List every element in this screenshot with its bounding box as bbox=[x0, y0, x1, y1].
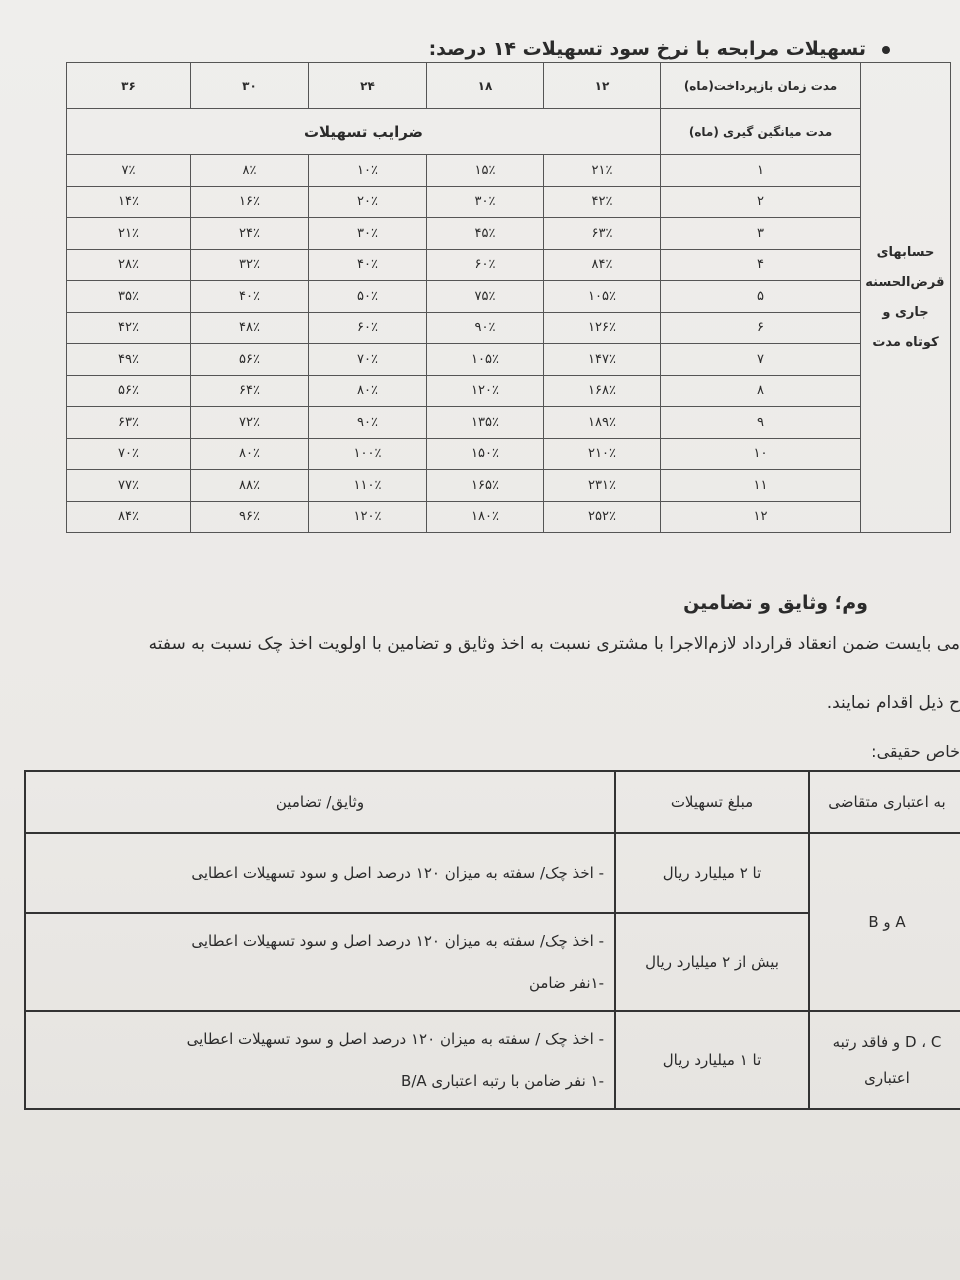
averaging-month-cell: ۲ bbox=[661, 186, 861, 218]
averaging-month-cell: ۱۱ bbox=[661, 470, 861, 502]
header-facility-amount: مبلغ تسهیلات bbox=[615, 771, 809, 833]
header-repayment-period: مدت زمان بازپرداخت(ماه) bbox=[661, 63, 861, 109]
coefficient-cell: ۶۰٪ bbox=[427, 249, 544, 281]
coefficient-cell: ۸۴٪ bbox=[544, 249, 661, 281]
coefficient-cell: ۲۳۱٪ bbox=[544, 470, 661, 502]
coefficient-cell: ۱۵۰٪ bbox=[427, 438, 544, 470]
coefficient-cell: ۴۵٪ bbox=[427, 218, 544, 250]
header-collateral: وثایق/ تضامین bbox=[25, 771, 615, 833]
coefficient-cell: ۲۵۲٪ bbox=[544, 501, 661, 533]
coefficient-cell: ۱۸۰٪ bbox=[427, 501, 544, 533]
coefficient-cell: ۹۶٪ bbox=[191, 501, 309, 533]
coefficient-cell: ۲۰٪ bbox=[309, 186, 427, 218]
coefficient-cell: ۶۰٪ bbox=[309, 312, 427, 344]
collateral-cell bbox=[25, 913, 615, 1011]
heading-text: تسهیلات مرابحه با نرخ سود تسهیلات ۱۴ درصد: bbox=[428, 38, 866, 60]
collateral-table bbox=[24, 770, 960, 1110]
table-row bbox=[67, 375, 951, 407]
coefficient-cell: ۴۲٪ bbox=[67, 312, 191, 344]
header-month: ۱۲ bbox=[544, 63, 661, 109]
header-credit-grade: به اعتباری متقاضی bbox=[809, 771, 960, 833]
header-month: ۳۶ bbox=[67, 63, 191, 109]
coefficient-cell: ۹۰٪ bbox=[309, 407, 427, 439]
coefficient-cell: ۸٪ bbox=[191, 155, 309, 187]
section-heading bbox=[270, 38, 890, 60]
averaging-month-cell: ۸ bbox=[661, 375, 861, 407]
coefficient-cell: ۷۲٪ bbox=[191, 407, 309, 439]
credit-grade-a-b: A و B bbox=[809, 833, 960, 1011]
averaging-month-cell: ۹ bbox=[661, 407, 861, 439]
coefficient-cell: ۸۰٪ bbox=[191, 438, 309, 470]
coefficient-cell: ۲۱٪ bbox=[544, 155, 661, 187]
coefficient-cell: ۵۰٪ bbox=[309, 281, 427, 313]
coefficient-cell: ۱۰٪ bbox=[309, 155, 427, 187]
averaging-month-cell: ۱۲ bbox=[661, 501, 861, 533]
coefficient-cell: ۳۰٪ bbox=[427, 186, 544, 218]
coefficient-cell: ۲۱۰٪ bbox=[544, 438, 661, 470]
coefficient-cell: ۳۵٪ bbox=[67, 281, 191, 313]
averaging-month-cell: ۴ bbox=[661, 249, 861, 281]
facility-amount: تا ۱ میلیارد ریال bbox=[615, 1011, 809, 1109]
coefficient-cell: ۱۲۰٪ bbox=[427, 375, 544, 407]
section-title: وم؛ وثایق و تضامین bbox=[683, 592, 868, 614]
coefficient-cell: ۱۶۵٪ bbox=[427, 470, 544, 502]
paragraph: می بایست ضمن انعقاد قرارداد لازم‌الاجرا با مشتری نسبت به اخذ وثایق و تضامین با اولویت اخذ چک نسبت به سفته bbox=[148, 634, 960, 654]
bullet-icon bbox=[882, 46, 890, 54]
coefficient-cell: ۴۰٪ bbox=[309, 249, 427, 281]
header-month: ۲۴ bbox=[309, 63, 427, 109]
collateral-line: -۱نفر ضامن bbox=[528, 974, 604, 992]
coefficient-cell: ۱۴٪ bbox=[67, 186, 191, 218]
table-row bbox=[67, 281, 951, 313]
coefficient-cell: ۷۰٪ bbox=[309, 344, 427, 376]
table-row bbox=[67, 218, 951, 250]
averaging-month-cell: ۷ bbox=[661, 344, 861, 376]
table-row bbox=[67, 155, 951, 187]
averaging-month-cell: ۳ bbox=[661, 218, 861, 250]
coefficient-cell: ۴۹٪ bbox=[67, 344, 191, 376]
coefficient-cell: ۵۶٪ bbox=[67, 375, 191, 407]
coefficient-cell: ۹۰٪ bbox=[427, 312, 544, 344]
facility-amount: بیش از ۲ میلیارد ریال bbox=[615, 913, 809, 1011]
coefficient-cell: ۱۳۵٪ bbox=[427, 407, 544, 439]
coefficient-cell: ۸۴٪ bbox=[67, 501, 191, 533]
collateral-line: - اخذ چک / سفته به میزان ۱۲۰ درصد اصل و سود تسهیلات اعطایی bbox=[186, 1030, 604, 1048]
row-group-label: حسابهای قرض‌الحسنه جاری و کوتاه مدت bbox=[861, 63, 951, 533]
header-averaging-period: مدت میانگین گیری (ماه) bbox=[661, 109, 861, 155]
coefficient-cell: ۵۶٪ bbox=[191, 344, 309, 376]
coefficient-cell: ۷۵٪ bbox=[427, 281, 544, 313]
averaging-month-cell: ۶ bbox=[661, 312, 861, 344]
averaging-month-cell: ۵ bbox=[661, 281, 861, 313]
table-row bbox=[67, 438, 951, 470]
coefficient-cell: ۲۱٪ bbox=[67, 218, 191, 250]
coefficient-cell: ۱۲۶٪ bbox=[544, 312, 661, 344]
grade-line: D ، C و فاقد رتبه bbox=[832, 1033, 942, 1051]
coefficient-cell: ۸۰٪ bbox=[309, 375, 427, 407]
credit-grade-c-d bbox=[809, 1011, 960, 1109]
coefficient-cell: ۱۲۰٪ bbox=[309, 501, 427, 533]
coefficient-cell: ۸۸٪ bbox=[191, 470, 309, 502]
collateral-cell bbox=[25, 833, 615, 913]
coefficient-cell: ۶۳٪ bbox=[67, 407, 191, 439]
table-row bbox=[67, 407, 951, 439]
coefficient-cell: ۲۴٪ bbox=[191, 218, 309, 250]
table-row bbox=[67, 249, 951, 281]
paragraph: خاص حقیقی: bbox=[871, 742, 960, 761]
coefficient-cell: ۱۴۷٪ bbox=[544, 344, 661, 376]
coefficient-cell: ۱۶٪ bbox=[191, 186, 309, 218]
table-row bbox=[67, 470, 951, 502]
facility-amount: تا ۲ میلیارد ریال bbox=[615, 833, 809, 913]
table-row bbox=[67, 344, 951, 376]
collateral-cell bbox=[25, 1011, 615, 1109]
coefficient-cell: ۳۰٪ bbox=[309, 218, 427, 250]
coefficient-cell: ۶۴٪ bbox=[191, 375, 309, 407]
coefficient-cell: ۱۰۵٪ bbox=[427, 344, 544, 376]
coefficient-cell: ۱۸۹٪ bbox=[544, 407, 661, 439]
averaging-month-cell: ۱ bbox=[661, 155, 861, 187]
averaging-month-cell: ۱۰ bbox=[661, 438, 861, 470]
coefficient-cell: ۱۱۰٪ bbox=[309, 470, 427, 502]
coefficient-cell: ۴۰٪ bbox=[191, 281, 309, 313]
collateral-line: -۱ نفر ضامن با رتبه اعتباری B/A bbox=[401, 1072, 604, 1090]
coefficient-cell: ۳۲٪ bbox=[191, 249, 309, 281]
coefficient-cell: ۷۷٪ bbox=[67, 470, 191, 502]
table-row bbox=[67, 501, 951, 533]
coefficient-cell: ۱۶۸٪ bbox=[544, 375, 661, 407]
facility-coefficients-table bbox=[66, 62, 951, 533]
coefficient-cell: ۴۲٪ bbox=[544, 186, 661, 218]
header-month: ۱۸ bbox=[427, 63, 544, 109]
table-row bbox=[67, 312, 951, 344]
coefficient-cell: ۱۰۵٪ bbox=[544, 281, 661, 313]
coefficient-cell: ۱۵٪ bbox=[427, 155, 544, 187]
collateral-line: - اخذ چک/ سفته به میزان ۱۲۰ درصد اصل و سود تسهیلات اعطایی bbox=[191, 932, 604, 950]
coefficient-cell: ۲۸٪ bbox=[67, 249, 191, 281]
coefficient-cell: ۷۰٪ bbox=[67, 438, 191, 470]
coefficient-cell: ۱۰۰٪ bbox=[309, 438, 427, 470]
coefficient-cell: ۴۸٪ bbox=[191, 312, 309, 344]
paragraph: ح ذیل اقدام نمایند. bbox=[826, 693, 960, 713]
table-row bbox=[67, 186, 951, 218]
grade-line: اعتباری bbox=[864, 1069, 910, 1087]
coefficients-group-label: ضرایب تسهیلات bbox=[67, 109, 661, 155]
coefficient-cell: ۷٪ bbox=[67, 155, 191, 187]
header-month: ۳۰ bbox=[191, 63, 309, 109]
collateral-line: - اخذ چک/ سفته به میزان ۱۲۰ درصد اصل و سود تسهیلات اعطایی bbox=[191, 864, 604, 882]
coefficient-cell: ۶۳٪ bbox=[544, 218, 661, 250]
